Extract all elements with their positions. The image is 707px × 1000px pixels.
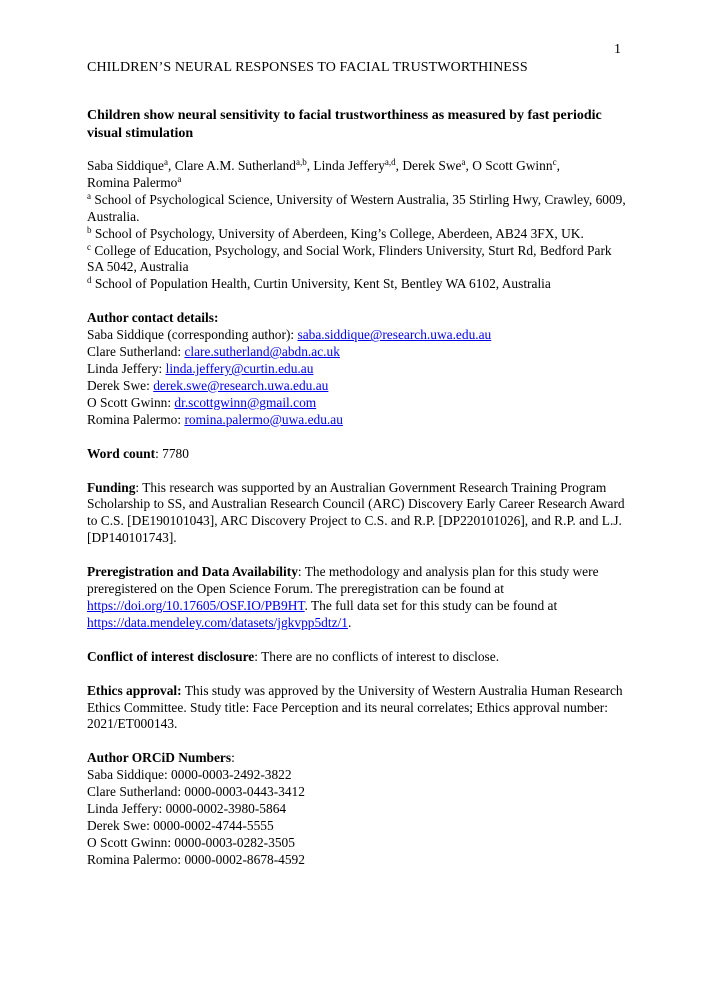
title-page-content — [87, 107, 627, 869]
email-link[interactable]: linda.jeffery@curtin.edu.au — [165, 360, 314, 376]
preregistration-section — [87, 564, 627, 632]
contact-line: Clare Sutherland: clare.sutherland@abdn.ac.uk — [87, 344, 340, 360]
ethics-text: This study was approved by the University of Western Australia Human Research Ethics Committee. Study title: Face Perception and its neural correlates; Ethics approval number: 2021/ET000143. — [87, 682, 623, 732]
ethics-label: Ethics approval: — [87, 682, 182, 698]
contact-line: O Scott Gwinn: dr.scottgwinn@gmail.com — [87, 394, 317, 410]
page-number: 1 — [614, 42, 621, 57]
ethics-section — [87, 683, 627, 734]
preregistration-text: . — [347, 614, 352, 630]
affiliation: $^a$ School of Psychological Science, University of Western Australia, 35 Stirling Hwy, Crawley, 6009, Australia. — [87, 190, 626, 224]
conflict-label: Conflict of interest disclosure — [87, 648, 255, 664]
funding-label: Funding — [87, 479, 136, 495]
email-link[interactable]: derek.swe@research.uwa.edu.au — [153, 377, 329, 393]
author: Linda Jeffery$^{a,d}$, — [313, 157, 403, 173]
affiliation: $^c$ College of Education, Psychology, and Social Work, Flinders University, Sturt Rd, Bedford Park SA 5042, Australia — [87, 241, 612, 275]
orcid-section — [87, 750, 627, 868]
running-head: CHILDREN’S NEURAL RESPONSES TO FACIAL TRUSTWORTHINESS — [87, 60, 528, 75]
preregistration-text: : The methodology and analysis plan for this study were preregistered on the Open Science Forum. The preregistration can be found at — [87, 564, 599, 597]
preregistration-text: . The full data set for this study can be found at — [304, 597, 558, 613]
funding-text: : This research was supported by an Australian Government Research Training Program Scholarship to SS, and Australian Research Council (ARC) Discovery Early Career Research Award to C.S. [DE190101043], ARC Discovery Project to C.S. and R.P. [DP220101026], and R.P. and L.J. [DP140101743]. — [87, 479, 625, 546]
contact-line: Romina Palermo: romina.palermo@uwa.edu.au — [87, 411, 343, 427]
author: Saba Siddique$^a$, — [87, 157, 175, 173]
preregistration-link[interactable]: https://doi.org/10.17605/OSF.IO/PB9HT — [87, 597, 305, 613]
orcid-line: Linda Jeffery: 0000-0002-3980-5864 — [87, 801, 287, 817]
email-link[interactable]: dr.scottgwinn@gmail.com — [174, 394, 317, 410]
orcid-heading: Author ORCiD Numbers: — [87, 750, 235, 766]
author: Derek Swe$^a$, — [402, 157, 473, 173]
contact-details-heading: Author contact details: — [87, 310, 219, 326]
affiliation: $^b$ School of Psychology, University of Aberdeen, King’s College, Aberdeen, AB24 3FX, UK. — [87, 224, 584, 241]
word-count-section — [87, 446, 627, 463]
orcid-line: Derek Swe: 0000-0002-4744-5555 — [87, 818, 274, 833]
author: O Scott Gwinn$^c$, — [472, 157, 560, 173]
dataset-link[interactable]: https://data.mendeley.com/datasets/jgkvpp5dtz/1 — [87, 614, 348, 630]
funding-section — [87, 480, 627, 548]
contact-details-section — [87, 310, 627, 428]
orcid-line: Romina Palermo: 0000-0002-8678-4592 — [87, 851, 305, 867]
orcid-line: Clare Sutherland: 0000-0003-0443-3412 — [87, 784, 305, 800]
orcid-line: Saba Siddique: 0000-0003-2492-3822 — [87, 767, 292, 783]
preregistration-label: Preregistration and Data Availability — [87, 564, 298, 580]
orcid-line: O Scott Gwinn: 0000-0003-0282-3505 — [87, 834, 295, 850]
paper-title: Children show neural sensitivity to facial trustworthiness as measured by fast periodic visual stimulation — [87, 108, 602, 141]
email-link[interactable]: romina.palermo@uwa.edu.au — [184, 411, 343, 427]
author: Clare A.M. Sutherland$^{a,b}$, — [174, 157, 314, 173]
affiliation: $^d$ School of Population Health, Curtin University, Kent St, Bentley WA 6102, Australia — [87, 275, 551, 292]
word-count-label: Word count — [87, 445, 156, 461]
word-count-value: : 7780 — [155, 445, 189, 461]
conflict-text: : There are no conflicts of interest to disclose. — [254, 648, 500, 664]
author-list — [87, 158, 627, 192]
conflict-section — [87, 649, 627, 666]
contact-line: Derek Swe: derek.swe@research.uwa.edu.au — [87, 377, 329, 393]
author: Romina Palermo$^a$ — [87, 173, 182, 190]
contact-line: Linda Jeffery: linda.jeffery@curtin.edu.au — [87, 360, 314, 376]
email-link[interactable]: clare.sutherland@abdn.ac.uk — [184, 344, 340, 360]
email-link[interactable]: saba.siddique@research.uwa.edu.au — [297, 327, 492, 343]
contact-line: Saba Siddique (corresponding author): saba.siddique@research.uwa.edu.au — [87, 327, 492, 343]
